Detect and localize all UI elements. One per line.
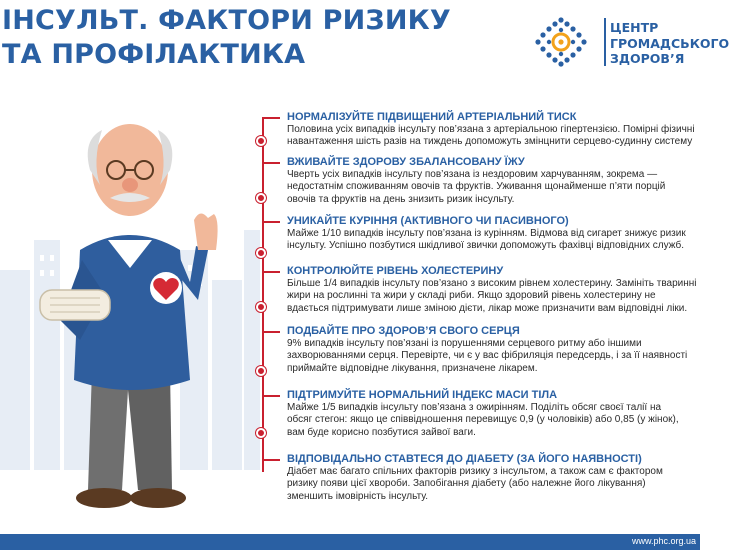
- section-text-line: Більше 1/4 випадків інсульту пов’язано з високим рівнем холестерину. Замініть тваринні: [287, 278, 697, 289]
- page-title-line-2: ТА ПРОФІЛАКТИКА: [2, 39, 306, 70]
- section-text-line: вам буде корисно позбутися зайвої ваги.: [287, 426, 476, 438]
- section-text-line: Майже 1/10 випадків інсульту пов’язана із курінням. Відмова від сигарет знижує ризик: [287, 228, 686, 239]
- section-text-line: Чверть усіх випадків інсульту пов’язана із нездоровим харчуванням, зокрема —: [287, 169, 658, 180]
- section-text-line: приймайте відповідне лікування, призначене лікарем.: [287, 362, 538, 374]
- phc-emblem-icon: [526, 14, 596, 74]
- section-body-mass: [287, 389, 700, 439]
- section-heart-health: [287, 325, 700, 375]
- section-blood-pressure: [287, 111, 700, 149]
- timeline-line: [262, 118, 264, 472]
- section-heading: ВІДПОВІДАЛЬНО СТАВТЕСЯ ДО ДІАБЕТУ (ЗА ЙОГО НАЯВНОСТІ): [287, 453, 642, 465]
- timeline-tick: [262, 331, 280, 333]
- phc-logo: [526, 12, 729, 72]
- section-text-line: недостатнім споживанням овочів та фруктів. Уживання щонайменше п’яти порцій: [287, 181, 666, 193]
- section-heading: УНИКАЙТЕ КУРІННЯ (АКТИВНОГО ЧИ ПАСИВНОГО): [287, 215, 569, 227]
- section-heading: ПОДБАЙТЕ ПРО ЗДОРОВ’Я СВОГО СЕРЦЯ: [287, 325, 520, 337]
- section-text-line: Майже 1/5 випадків інсульту пов’язана з ожирінням. Поділіть обсяг своєї талії на: [287, 402, 662, 413]
- footer-bar: [0, 534, 700, 550]
- section-healthy-food: [287, 156, 700, 206]
- timeline-tick: [262, 395, 280, 397]
- timeline-tick: [262, 117, 280, 119]
- timeline-dot: [256, 302, 266, 312]
- section-text-line: захворюваннями серця. Перевірте, чи є у вас фібриляція передсердь, і за її наявності: [287, 350, 688, 362]
- timeline-tick: [262, 459, 280, 461]
- timeline-dot: [256, 366, 266, 376]
- section-text-line: інсульту. Успішно позбутися шкідливої звички допоможуть фахівці відповідних служб.: [287, 240, 685, 252]
- section-heading: ПІДТРИМУЙТЕ НОРМАЛЬНИЙ ІНДЕКС МАСИ ТІЛА: [287, 389, 558, 401]
- logo-line-3: ЗДОРОВ’Я: [610, 51, 685, 66]
- page-title-line-1: ІНСУЛЬТ. ФАКТОРИ РИЗИКУ: [2, 5, 451, 36]
- timeline-tick: [262, 271, 280, 273]
- section-heading: КОНТРОЛЮЙТЕ РІВЕНЬ ХОЛЕСТЕРИНУ: [287, 265, 504, 277]
- logo-divider: [604, 18, 606, 66]
- section-text-line: вдається підтримувати лише зміною дієти, лікар може призначити вам відповідні ліки.: [287, 302, 688, 314]
- section-text-line: Діабет має багато спільних факторів ризику з інсультом, а також сам є фактором: [287, 466, 663, 477]
- section-heading: ВЖИВАЙТЕ ЗДОРОВУ ЗБАЛАНСОВАНУ ЇЖУ: [287, 156, 525, 168]
- page-title: [2, 4, 451, 72]
- timeline-dot: [256, 193, 266, 203]
- section-heading: НОРМАЛІЗУЙТЕ ПІДВИЩЕНИЙ АРТЕРІАЛЬНИЙ ТИСК: [287, 111, 577, 123]
- section-smoking: [287, 215, 700, 253]
- section-text-line: жири на рослинні та жири у складі риби. Якщо здоровий рівень холестерину не: [287, 290, 656, 302]
- section-diabetes: [287, 453, 700, 503]
- timeline-tick: [262, 221, 280, 223]
- timeline-dot: [256, 428, 266, 438]
- section-text-line: ризику появи цієї хвороби. Запобігання діабету (або належне його лікування): [287, 478, 646, 490]
- section-text-line: 9% випадків інсульту пов’язані із порушеннями серцевого ритму або іншими: [287, 338, 642, 349]
- section-text-line: Половина усіх випадків інсульту пов’язана з артеріальною гіпертензією. Помірні фізичні: [287, 124, 695, 135]
- elderly-man-icon: [30, 90, 230, 530]
- section-text-line: навантаження шість разів на тиждень допоможуть змінцнити серцево-судинну систему: [287, 136, 693, 148]
- footer-url-link[interactable]: www.phc.org.ua: [631, 536, 696, 546]
- timeline-tick: [262, 162, 280, 164]
- timeline-dot: [256, 136, 266, 146]
- section-cholesterol: [287, 265, 700, 315]
- section-text-line: обсяг стегон: якщо це співвідношення перевищує 0,9 (у чоловіків) або 0,85 (у жінок),: [287, 414, 679, 426]
- logo-line-1: ЦЕНТР: [610, 20, 659, 35]
- timeline-dot: [256, 248, 266, 258]
- logo-text: [610, 20, 729, 67]
- logo-line-2: ГРОМАДСЬКОГО: [610, 35, 729, 51]
- section-text-line: овочів та фруктів на день знизить ризик інсульту.: [287, 193, 515, 205]
- section-text-line: зменшить імовірність інсульту.: [287, 490, 429, 502]
